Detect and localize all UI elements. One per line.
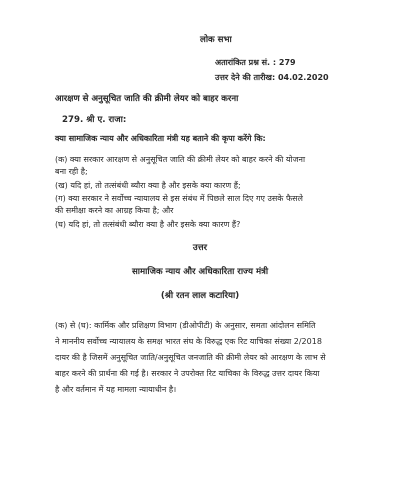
minister-title: सामाजिक न्याय और अधिकारिता राज्य मंत्री (131, 267, 269, 277)
question-line: (घ) यदि हां, तो तत्संबंधी ब्यौरा क्या है और इसके क्या कारण हैं? (55, 220, 241, 229)
answer-heading: उत्तर (192, 243, 208, 253)
question-label-text: अतारांकित प्रश्न सं. (215, 58, 271, 67)
answer-date-label: उत्तर देने की तारीख: (215, 73, 276, 82)
subject-title: आरक्षण से अनुसूचित जाति की क्रीमी लेयर को बाहर करना (55, 94, 239, 104)
answer-line: (क) से (घ): कार्मिक और प्रशिक्षण विभाग (डीओपीटी) के अनुसार, समता आंदोलन समिति (55, 321, 316, 330)
minister-name: (श्री रतन लाल कटारिया) (160, 291, 240, 301)
question-ref: 279. श्री ए. राजा: (62, 115, 127, 125)
question-label (215, 59, 296, 67)
question-line: बना रही है; (55, 167, 88, 176)
question-line: (क) क्या सरकार आरक्षण से अनुसूचित जाति की क्रीमी लेयर को बाहर करने की योजना (55, 155, 306, 164)
question-line: (ख) यदि हां, तो तत्संबंधी ब्यौरा क्या है और इसके क्या कारण हैं; (55, 181, 241, 190)
answer-line: है और वर्तमान में यह मामला न्यायाधीन है। (55, 385, 177, 394)
question-intro: क्या सामाजिक न्याय और अधिकारिता मंत्री यह बताने की कृपा करेंगे कि: (55, 134, 266, 143)
answer-line: दायर की है जिसमें अनुसूचित जाति/अनुसूचित जनजाति की क्रीमी लेयर को आरक्षण के लाभ से (55, 353, 326, 362)
answer-line: बाहर करने की प्रार्थना की गई है। सरकार ने उपरोक्त रिट याचिका के विरुद्ध उत्तर दायर किया (55, 369, 320, 378)
question-line: (ग) क्या सरकार ने सर्वोच्च न्यायालय से इस संबंध में पिछले साल दिए गए उसके फैसले (55, 194, 303, 203)
answer-line: ने माननीय सर्वोच्च न्यायालय के समक्ष भारत संघ के विरुद्ध एक रिट याचिका संख्या 2/2018 (55, 337, 322, 346)
answer-date-line (215, 74, 329, 82)
house-name: लोक सभा (200, 35, 232, 45)
question-line: की समीक्षा करने का आग्रह किया है; और (55, 206, 174, 215)
answer-date: 04.02.2020 (277, 73, 329, 82)
question-number: : 279 (272, 58, 296, 67)
